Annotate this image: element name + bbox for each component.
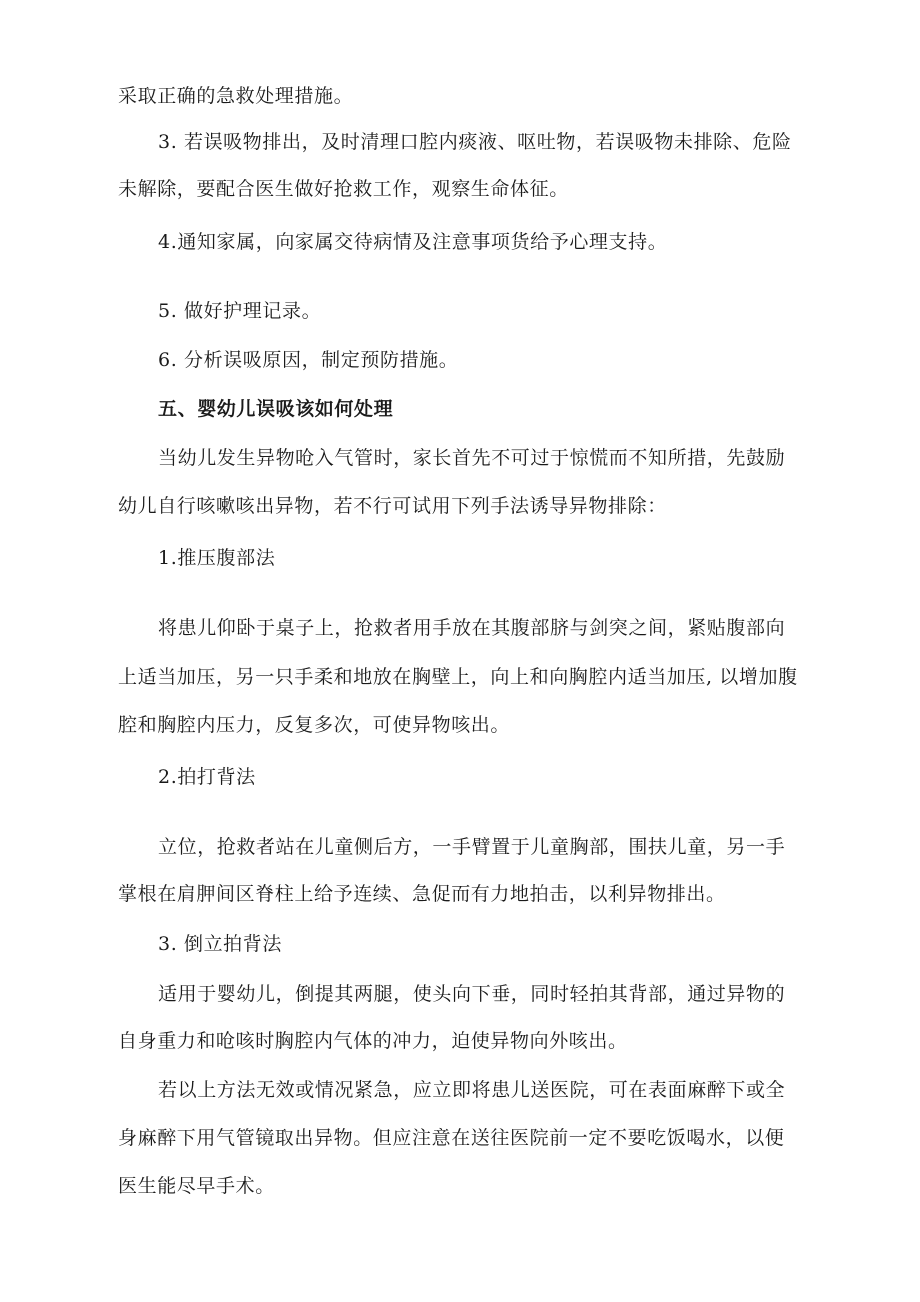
body-text-line: 自身重力和呛咳时胸腔内气体的冲力，迫使异物向外咳出。 [118, 1030, 628, 1052]
body-text-line: 适用于婴幼儿，倒提其两腿，使头向下垂，同时轻拍其背部，通过异物的 [158, 983, 786, 1005]
list-item-3: 3. 若误吸物排出，及时清理口腔内痰液、呕吐物，若误吸物未排除、危险 [158, 131, 792, 153]
body-text-line: 将患儿仰卧于桌子上，抢救者用手放在其腹部脐与剑突之间，紧贴腹部向 [158, 617, 786, 639]
body-text-line: 上适当加压，另一只手柔和地放在胸壁上，向上和向胸腔内适当加压, 以增加腹 [118, 666, 798, 688]
method-heading-3: 3. 倒立拍背法 [158, 933, 282, 955]
method-heading-2: 2.拍打背法 [158, 766, 256, 788]
body-text-line: 若以上方法无效或情况紧急，应立即将患儿送医院，可在表面麻醉下或全 [158, 1079, 786, 1101]
body-text-line: 医生能尽早手术。 [118, 1175, 275, 1197]
body-text-line: 未解除，要配合医生做好抢救工作，观察生命体征。 [118, 178, 569, 200]
method-heading-1: 1.推压腹部法 [158, 547, 276, 569]
body-text-line: 幼儿自行咳嗽咳出异物，若不行可试用下列手法诱导异物排除： [118, 495, 667, 517]
body-text-line: 身麻醉下用气管镜取出异物。但应注意在送往医院前一定不要吃饭喝水，以便 [118, 1127, 785, 1149]
section-heading: 五、婴幼儿误吸该如何处理 [158, 398, 394, 420]
body-text-line: 采取正确的急救处理措施。 [118, 85, 354, 107]
body-text-line: 掌根在肩胛间区脊柱上给予连续、急促而有力地拍击，以利异物排出。 [118, 883, 726, 905]
list-item-6: 6. 分析误吸原因，制定预防措施。 [158, 349, 459, 371]
body-text-line: 立位，抢救者站在儿童侧后方，一手臂置于儿童胸部，围扶儿童，另一手 [158, 836, 786, 858]
body-text-line: 当幼儿发生异物呛入气管时，家长首先不可过于惊慌而不知所措，先鼓励 [158, 447, 786, 469]
body-text-line: 腔和胸腔内压力，反复多次，可使异物咳出。 [118, 714, 511, 736]
list-item-4: 4.通知家属，向家属交待病情及注意事项货给予心理支持。 [158, 231, 668, 253]
list-item-5: 5. 做好护理记录。 [158, 300, 322, 322]
